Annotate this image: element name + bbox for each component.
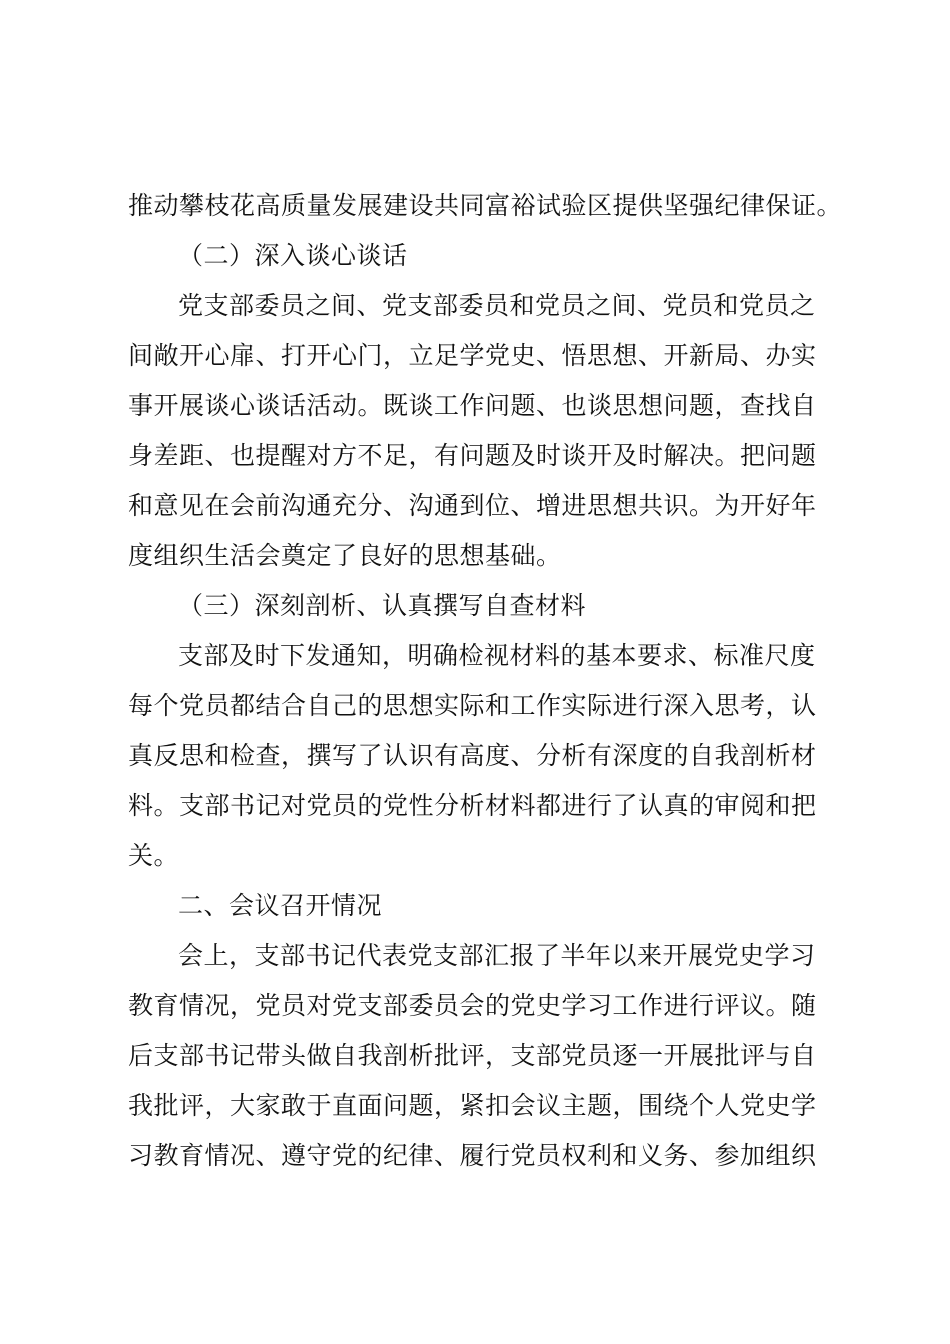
text-line: 每个党员都结合自己的思想实际和工作实际进行深入思考，认 bbox=[128, 691, 817, 720]
text-line: 教育情况，党员对党支部委员会的党史学习工作进行评议。随 bbox=[128, 991, 817, 1020]
text-line: 关。 bbox=[128, 841, 180, 870]
text-line: 间敞开心扉、打开心门，立足学党史、悟思想、开新局、办实 bbox=[128, 341, 817, 370]
text-line: 身差距、也提醒对方不足，有问题及时谈开及时解决。把问题 bbox=[128, 441, 817, 470]
section-heading: （二）深入谈心谈话 bbox=[178, 241, 408, 270]
text-line: 料。支部书记对党员的党性分析材料都进行了认真的审阅和把 bbox=[128, 791, 817, 820]
text-line: 后支部书记带头做自我剖析批评，支部党员逐一开展批评与自 bbox=[128, 1041, 817, 1070]
text-line: 支部及时下发通知，明确检视材料的基本要求、标准尺度 bbox=[178, 641, 816, 670]
text-line: 度组织生活会奠定了良好的思想基础。 bbox=[128, 541, 562, 570]
section-heading: 二、会议召开情况 bbox=[178, 891, 383, 920]
section-heading: （三）深刻剖析、认真撰写自查材料 bbox=[178, 591, 587, 620]
text-line: 会上，支部书记代表党支部汇报了半年以来开展党史学习 bbox=[178, 941, 816, 970]
text-line: 真反思和检查，撰写了认识有高度、分析有深度的自我剖析材 bbox=[128, 741, 817, 770]
text-line: 推动攀枝花高质量发展建设共同富裕试验区提供坚强纪律保证。 bbox=[128, 191, 843, 220]
text-line: 我批评，大家敢于直面问题，紧扣会议主题，围绕个人党史学 bbox=[128, 1091, 817, 1120]
text-line: 事开展谈心谈话活动。既谈工作问题、也谈思想问题，查找自 bbox=[128, 391, 817, 420]
text-line: 党支部委员之间、党支部委员和党员之间、党员和党员之 bbox=[178, 291, 816, 320]
text-line: 和意见在会前沟通充分、沟通到位、增进思想共识。为开好年 bbox=[128, 491, 817, 520]
text-line: 习教育情况、遵守党的纪律、履行党员权利和义务、参加组织 bbox=[128, 1141, 817, 1170]
